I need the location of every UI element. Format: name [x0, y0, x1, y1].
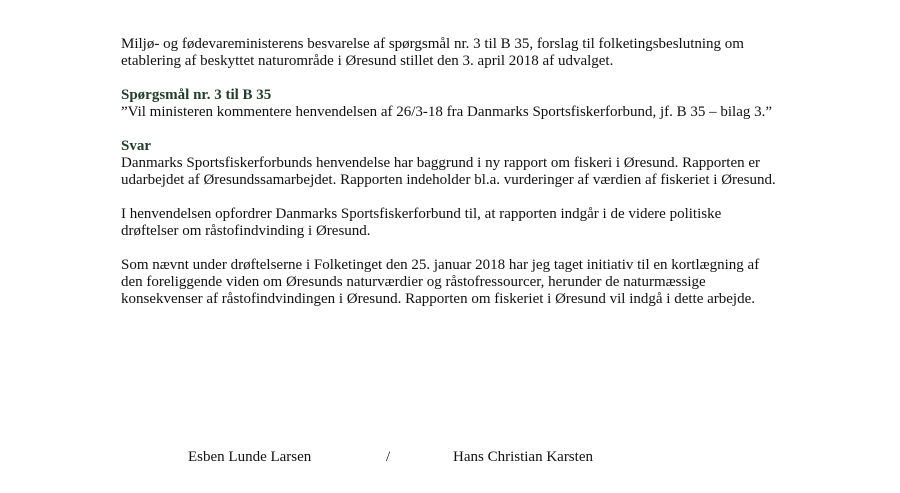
signature-separator: /: [386, 449, 391, 465]
spacer: [121, 121, 781, 138]
intro-paragraph: Miljø- og fødevareministerens besvarelse af spørgsmål nr. 3 til B 35, forslag til folketingsbeslutning om etablering af beskyttet naturområde i Øresund stillet den 3. april 2018 af udvalget.: [121, 36, 744, 69]
question-text: ”Vil ministeren kommentere henvendelsen af 26/3-18 fra Danmarks Sportsfiskerforbund, jf. B 35 – bilag 3.”: [121, 104, 773, 120]
spacer: [121, 189, 781, 206]
signature-left-name: Esben Lunde Larsen: [188, 449, 312, 465]
answer-heading: Svar: [121, 138, 151, 154]
signature-right-name: Hans Christian Karsten: [453, 449, 593, 465]
answer-paragraph-3: Som nævnt under drøftelserne i Folketinget den 25. januar 2018 har jeg taget initiativ til en kortlægning af den foreliggende viden om Øresunds naturværdier og råstofressourcer, herunder de naturmæssige konsekvenser af råstofindvindingen i Øresund. Rapporten om fiskeriet i Øresund vil indgå i dette arbejde.: [121, 257, 760, 307]
spacer: [121, 240, 781, 257]
document-body: [121, 36, 781, 308]
answer-paragraph-1: Danmarks Sportsfiskerforbunds henvendelse har baggrund i ny rapport om fiskeri i Øresund. Rapporten er udarbejdet af Øresundssamarbejdet. Rapporten indeholder bl.a. vurderinger af værdien af fiskeriet i Øresund.: [121, 155, 776, 188]
spacer: [121, 70, 781, 87]
question-heading: Spørgsmål nr. 3 til B 35: [121, 87, 272, 103]
answer-paragraph-2: I henvendelsen opfordrer Danmarks Sportsfiskerforbund til, at rapporten indgår i de videre politiske drøftelser om råstofindvinding i Øresund.: [121, 206, 722, 239]
